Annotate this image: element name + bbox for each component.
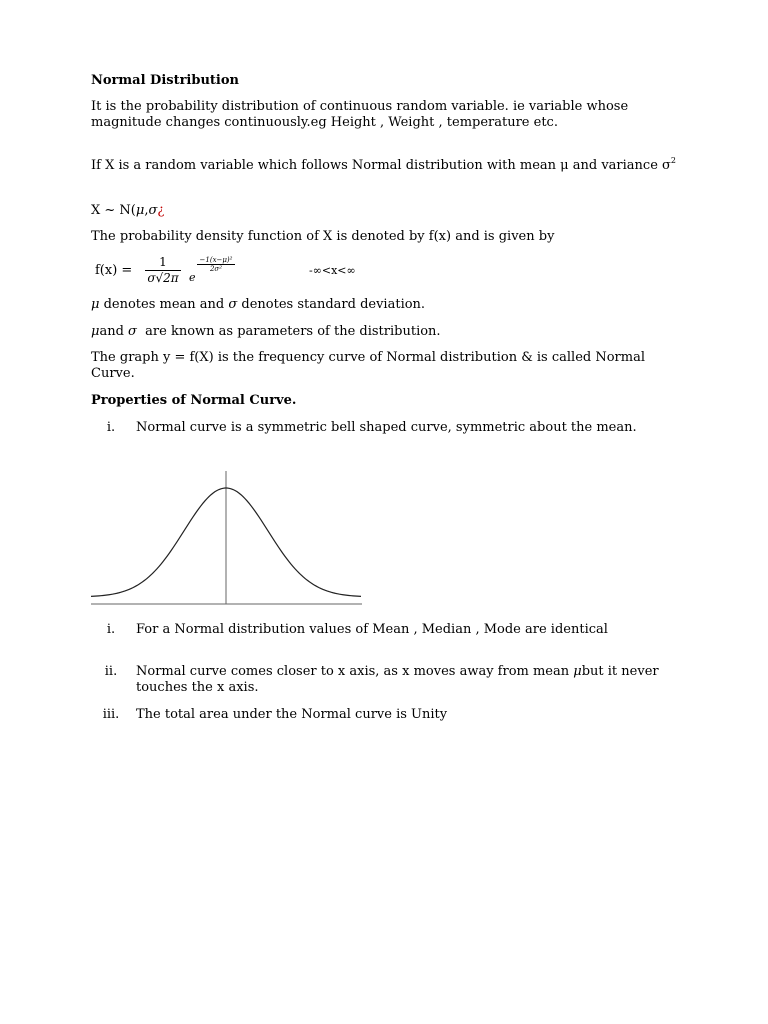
formula-lhs: f(x) = bbox=[95, 263, 133, 278]
notation-line bbox=[91, 203, 691, 219]
properties-heading: Properties of Normal Curve. bbox=[91, 393, 297, 408]
pdf-formula bbox=[95, 256, 495, 286]
fraction-denominator: σ√2π bbox=[147, 271, 179, 285]
list-item-text: The total area under the Normal curve is Unity bbox=[136, 707, 448, 722]
list-item-mu: μ bbox=[573, 664, 582, 679]
definition-paragraph bbox=[91, 158, 691, 174]
params-line bbox=[91, 324, 691, 340]
notation-prefix: X ~ N( bbox=[91, 203, 136, 218]
graph-paragraph: The graph y = f(X) is the frequency curve of Normal distribution & is called Normal Curve. bbox=[91, 350, 646, 381]
notation-broken-char: ¿ bbox=[157, 203, 165, 218]
list-item-number: iii. bbox=[102, 707, 120, 722]
formula-range: -∞<x<∞ bbox=[309, 264, 356, 277]
formula-e: e bbox=[189, 271, 196, 284]
mu-sigma-mid: denotes mean and bbox=[99, 297, 229, 312]
variance-superscript: 2 bbox=[670, 156, 676, 165]
params-mu: μ bbox=[91, 324, 100, 339]
exponent-denominator: 2σ² bbox=[209, 265, 223, 273]
list-item-number: ii. bbox=[104, 664, 118, 679]
list-item-text-start: Normal curve comes closer to x axis, as x moves away from mean bbox=[136, 664, 574, 679]
document-title: Normal Distribution bbox=[91, 73, 239, 88]
mu-sigma-line bbox=[91, 297, 691, 313]
params-end: are known as parameters of the distribution. bbox=[136, 324, 441, 339]
pdf-intro: The probability density function of X is denoted by f(x) and is given by bbox=[91, 229, 555, 244]
normal-curve-graph bbox=[91, 464, 363, 606]
params-mid: and bbox=[99, 324, 129, 339]
notation-sigma: σ bbox=[148, 203, 158, 218]
exponent-numerator: −1(x−μ)² bbox=[197, 256, 235, 265]
sigma-symbol: σ bbox=[228, 297, 238, 312]
list-item-text: For a Normal distribution values of Mean , Median , Mode are identical bbox=[136, 622, 608, 637]
notation-mu: μ bbox=[135, 203, 145, 218]
formula-fraction bbox=[145, 256, 181, 285]
definition-text: If X is a random variable which follows Normal distribution with mean μ and variance σ bbox=[91, 158, 671, 173]
params-sigma: σ bbox=[128, 324, 137, 339]
list-item-text: Normal curve is a symmetric bell shaped curve, symmetric about the mean. bbox=[136, 420, 637, 435]
mu-sigma-end: denotes standard deviation. bbox=[237, 297, 426, 312]
list-item-number: i. bbox=[106, 420, 116, 435]
notation-comma: , bbox=[144, 203, 149, 218]
intro-paragraph: It is the probability distribution of continuous random variable. ie variable whose magnitude changes continuously.eg Height , Weight , temperature etc. bbox=[91, 99, 629, 130]
list-item-text-end: but it never touches the x axis. bbox=[136, 664, 659, 695]
mu-symbol: μ bbox=[91, 297, 100, 312]
fraction-numerator: 1 bbox=[145, 256, 181, 271]
list-item-text bbox=[136, 664, 676, 696]
list-item-number: i. bbox=[106, 622, 116, 637]
formula-exponent bbox=[197, 256, 235, 273]
